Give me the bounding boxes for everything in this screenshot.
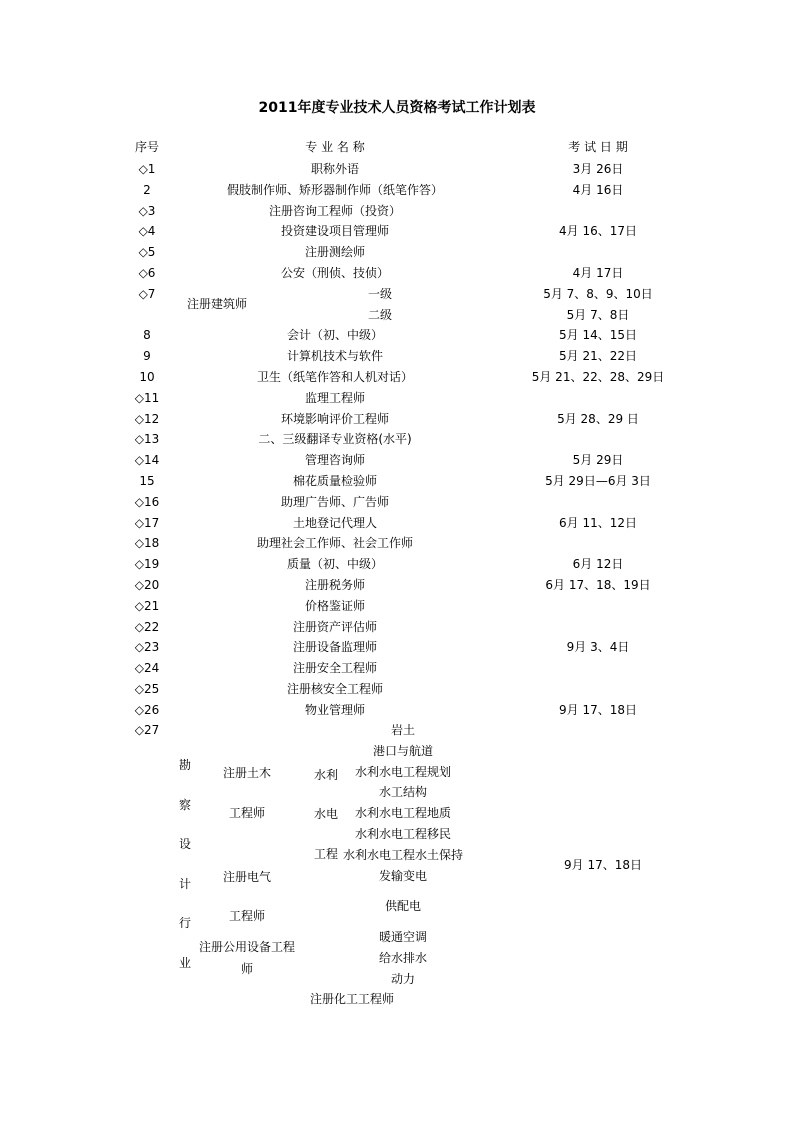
row-name: 土地登记代理人 bbox=[292, 516, 378, 530]
water-label: 工程 bbox=[313, 847, 339, 861]
row-name: 二、三级翻译专业资格(水平) bbox=[258, 432, 412, 446]
row-date: 6月 12日 bbox=[572, 557, 624, 571]
row-name: 注册安全工程师 bbox=[292, 661, 378, 675]
row-subname: 二级 bbox=[367, 308, 393, 322]
row-name: 注册测绘师 bbox=[304, 245, 366, 259]
row-seq: ◇27 bbox=[134, 723, 160, 737]
page-title: 2011年度专业技术人员资格考试工作计划表 bbox=[258, 100, 536, 116]
row-subname: 一级 bbox=[367, 287, 393, 301]
row-seq: ◇24 bbox=[134, 661, 160, 675]
row-name: 物业管理师 bbox=[304, 703, 366, 717]
row-date: 3月 26日 bbox=[572, 162, 624, 176]
civil-label: 工程师 bbox=[228, 806, 266, 820]
row-seq: ◇19 bbox=[134, 557, 160, 571]
row-name: 公安（刑侦、技侦） bbox=[280, 266, 390, 280]
row-seq: ◇6 bbox=[138, 266, 156, 280]
category-char: 设 bbox=[178, 837, 192, 851]
row-seq: 2 bbox=[143, 183, 151, 197]
row-date: 4月 16、17日 bbox=[559, 224, 637, 238]
row-name: 质量（初、中级） bbox=[286, 557, 384, 571]
row-date: 5月 14、15日 bbox=[559, 328, 637, 342]
row-seq: ◇13 bbox=[134, 432, 160, 446]
row-date: 5月 29日 bbox=[572, 453, 624, 467]
row-seq: ◇26 bbox=[134, 703, 160, 717]
header-date: 考 试 日 期 bbox=[568, 140, 628, 154]
category-char: 计 bbox=[178, 877, 192, 891]
row-name: 管理咨询师 bbox=[304, 453, 366, 467]
chemical-label: 注册化工工程师 bbox=[309, 992, 395, 1006]
category-char: 察 bbox=[178, 798, 192, 812]
specialty: 岩土 bbox=[390, 723, 416, 737]
row-seq: ◇11 bbox=[134, 391, 160, 405]
electric-label: 工程师 bbox=[228, 909, 266, 923]
row-seq: 10 bbox=[139, 370, 155, 384]
specialty: 港口与航道 bbox=[372, 744, 434, 758]
category-char: 行 bbox=[178, 916, 192, 930]
row-seq: ◇25 bbox=[134, 682, 160, 696]
row-seq: ◇3 bbox=[138, 204, 156, 218]
row-name: 助理广告师、广告师 bbox=[280, 495, 390, 509]
row-name: 注册咨询工程师（投资） bbox=[268, 204, 402, 218]
row-date: 5月 28、29 日 bbox=[557, 412, 639, 426]
row-name: 投资建设项目管理师 bbox=[280, 224, 390, 238]
row-seq: ◇21 bbox=[134, 599, 160, 613]
category-char: 业 bbox=[178, 956, 192, 970]
row-date: 9月 17、18日 bbox=[559, 703, 637, 717]
specialty: 水利水电工程水土保持 bbox=[342, 848, 464, 862]
row-name: 棉花质量检验师 bbox=[292, 474, 378, 488]
row-name: 职称外语 bbox=[310, 162, 360, 176]
row-seq: ◇22 bbox=[134, 620, 160, 634]
row-date: 4月 17日 bbox=[572, 266, 624, 280]
row-seq: ◇20 bbox=[134, 578, 160, 592]
row-date: 5月 7、8、9、10日 bbox=[543, 287, 653, 301]
row-name: 监理工程师 bbox=[304, 391, 366, 405]
row-name: 会计（初、中级） bbox=[286, 328, 384, 342]
public-label: 师 bbox=[240, 962, 254, 976]
specialty: 水利水电工程规划 bbox=[354, 765, 452, 779]
row-date: 9月 3、4日 bbox=[566, 640, 630, 654]
row-seq: ◇7 bbox=[138, 287, 156, 301]
row-date: 6月 11、12日 bbox=[559, 516, 637, 530]
row-seq: ◇5 bbox=[138, 245, 156, 259]
row-seq: 15 bbox=[139, 474, 155, 488]
header-seq: 序号 bbox=[134, 140, 160, 154]
row-name: 助理社会工作师、社会工作师 bbox=[256, 536, 414, 550]
row-name: 环境影响评价工程师 bbox=[280, 412, 390, 426]
specialty: 供配电 bbox=[384, 899, 422, 913]
water-label: 水电 bbox=[313, 807, 339, 821]
public-label: 注册公用设备工程 bbox=[198, 940, 296, 954]
row-seq: 8 bbox=[143, 328, 151, 342]
specialty: 给水排水 bbox=[378, 951, 428, 965]
row-seq: ◇18 bbox=[134, 536, 160, 550]
specialty: 水利水电工程地质 bbox=[354, 806, 452, 820]
row-name: 价格鉴证师 bbox=[304, 599, 366, 613]
row-date: 5月 21、22、28、29日 bbox=[531, 370, 665, 384]
civil-label: 注册土木 bbox=[222, 766, 272, 780]
specialty: 发输变电 bbox=[378, 869, 428, 883]
row-name: 注册税务师 bbox=[304, 578, 366, 592]
row-name: 计算机技术与软件 bbox=[286, 349, 384, 363]
row-seq: ◇12 bbox=[134, 412, 160, 426]
row-seq: ◇4 bbox=[138, 224, 156, 238]
row-seq: ◇14 bbox=[134, 453, 160, 467]
row-name: 注册核安全工程师 bbox=[286, 682, 384, 696]
header-name: 专 业 名 称 bbox=[305, 140, 365, 154]
specialty: 水工结构 bbox=[378, 785, 428, 799]
row-date: 5月 7、8日 bbox=[566, 308, 630, 322]
row-date: 5月 29日—6月 3日 bbox=[545, 474, 651, 488]
row-seq: ◇17 bbox=[134, 516, 160, 530]
row-name: 卫生（纸笔作答和人机对话） bbox=[256, 370, 414, 384]
electric-label: 注册电气 bbox=[222, 870, 272, 884]
category-char: 勘 bbox=[178, 758, 192, 772]
row-name: 注册设备监理师 bbox=[292, 640, 378, 654]
survey-date: 9月 17、18日 bbox=[564, 858, 642, 872]
specialty: 暖通空调 bbox=[378, 930, 428, 944]
specialty: 水利水电工程移民 bbox=[354, 827, 452, 841]
row-seq: ◇1 bbox=[138, 162, 156, 176]
row-date: 6月 17、18、19日 bbox=[545, 578, 651, 592]
water-label: 水利 bbox=[313, 768, 339, 782]
row-seq: 9 bbox=[143, 349, 151, 363]
row-seq: ◇16 bbox=[134, 495, 160, 509]
row-name: 假肢制作师、矫形器制作师（纸笔作答） bbox=[226, 183, 444, 197]
specialty: 动力 bbox=[390, 972, 416, 986]
row-seq: ◇23 bbox=[134, 640, 160, 654]
row-name: 注册资产评估师 bbox=[292, 620, 378, 634]
row-date: 4月 16日 bbox=[572, 183, 624, 197]
row-date: 5月 21、22日 bbox=[559, 349, 637, 363]
row-name: 注册建筑师 bbox=[186, 297, 248, 311]
